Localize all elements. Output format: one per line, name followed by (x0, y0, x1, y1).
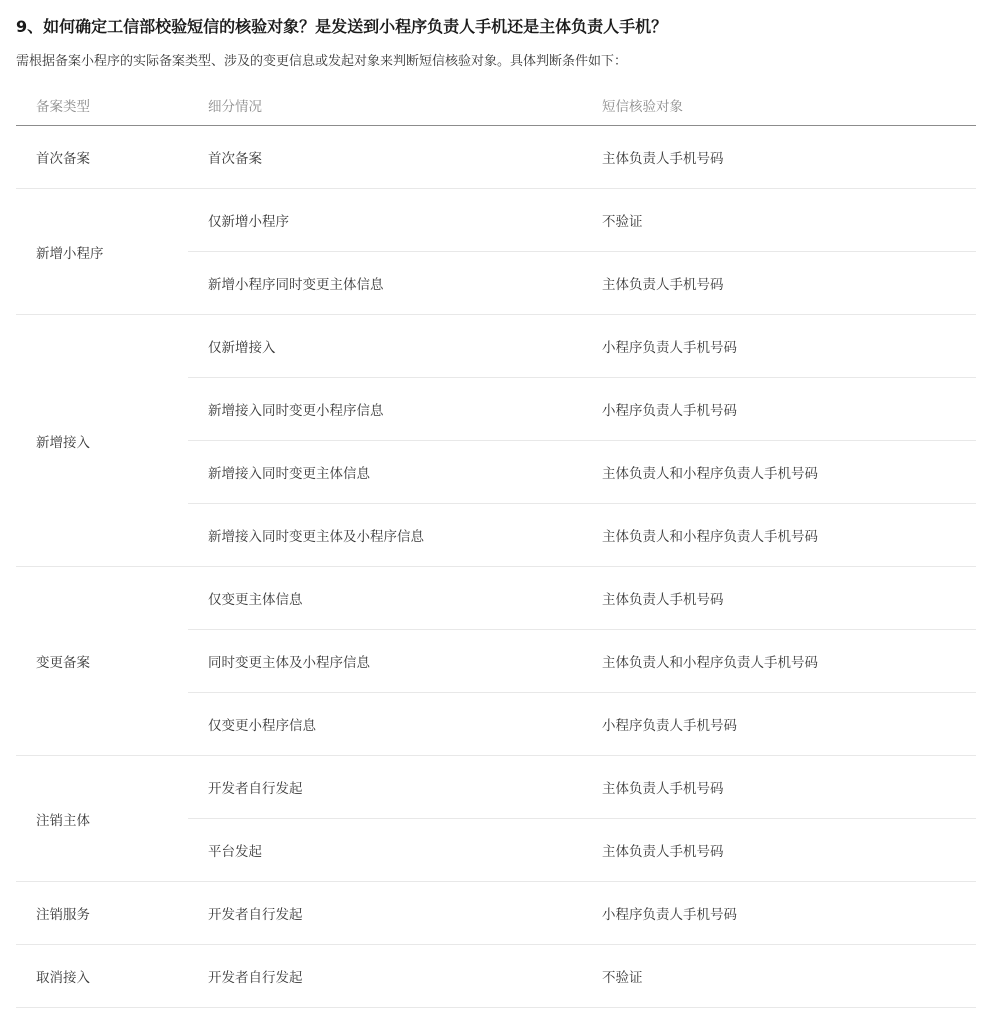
filing-type-cell: 注销主体 (16, 756, 188, 882)
header-sms-target: 短信核验对象 (582, 84, 976, 126)
sub-case-cell: 新增接入同时变更主体信息 (188, 441, 582, 504)
filing-type-cell: 注销服务 (16, 882, 188, 945)
sub-case-cell: 开发者自行发起 (188, 756, 582, 819)
sub-case-cell: 仅变更小程序信息 (188, 693, 582, 756)
table-row (16, 882, 976, 945)
sub-case-cell: 开发者自行发起 (188, 945, 582, 1008)
filing-type-cell: 变更备案 (16, 567, 188, 756)
sms-target-cell: 主体负责人和小程序负责人手机号码 (582, 630, 976, 693)
sms-target-cell: 主体负责人手机号码 (582, 567, 976, 630)
sub-case-cell: 新增小程序同时变更主体信息 (188, 252, 582, 315)
sms-target-cell: 小程序负责人手机号码 (582, 693, 976, 756)
sms-target-cell: 小程序负责人手机号码 (582, 882, 976, 945)
header-sub-case: 细分情况 (188, 84, 582, 126)
sms-target-cell: 主体负责人手机号码 (582, 252, 976, 315)
filing-type-cell: 新增接入 (16, 315, 188, 567)
intro-text: 需根据备案小程序的实际备案类型、涉及的变更信息或发起对象来判断短信核验对象。具体判断条件如下： (16, 54, 628, 69)
question-heading: 9、如何确定工信部校验短信的核验对象？是发送到小程序负责人手机还是主体负责人手机？ (16, 17, 668, 36)
sms-target-cell: 小程序负责人手机号码 (582, 378, 976, 441)
sms-target-cell: 主体负责人手机号码 (582, 126, 976, 189)
sub-case-cell: 新增接入同时变更主体及小程序信息 (188, 504, 582, 567)
sub-case-cell: 平台发起 (188, 819, 582, 882)
sms-verification-table (16, 84, 976, 1008)
table-row (16, 315, 976, 378)
sub-case-cell: 新增接入同时变更小程序信息 (188, 378, 582, 441)
table-row (16, 126, 976, 189)
header-filing-type: 备案类型 (16, 84, 188, 126)
sub-case-cell: 开发者自行发起 (188, 882, 582, 945)
table-body (16, 126, 976, 1008)
sub-case-cell: 首次备案 (188, 126, 582, 189)
sms-target-cell: 小程序负责人手机号码 (582, 315, 976, 378)
sub-case-cell: 仅新增接入 (188, 315, 582, 378)
filing-type-cell: 新增小程序 (16, 189, 188, 315)
filing-type-cell: 首次备案 (16, 126, 188, 189)
sub-case-cell: 同时变更主体及小程序信息 (188, 630, 582, 693)
table-row (16, 945, 976, 1008)
sms-target-cell: 不验证 (582, 945, 976, 1008)
sub-case-cell: 仅变更主体信息 (188, 567, 582, 630)
sms-target-cell: 主体负责人和小程序负责人手机号码 (582, 441, 976, 504)
sms-target-cell: 主体负责人手机号码 (582, 756, 976, 819)
table-header (16, 84, 976, 126)
sms-target-cell: 不验证 (582, 189, 976, 252)
table-row (16, 756, 976, 819)
table-row (16, 567, 976, 630)
sms-target-cell: 主体负责人和小程序负责人手机号码 (582, 504, 976, 567)
sms-target-cell: 主体负责人手机号码 (582, 819, 976, 882)
filing-type-cell: 取消接入 (16, 945, 188, 1008)
sub-case-cell: 仅新增小程序 (188, 189, 582, 252)
table-row (16, 189, 976, 252)
table-header-row (16, 84, 976, 126)
